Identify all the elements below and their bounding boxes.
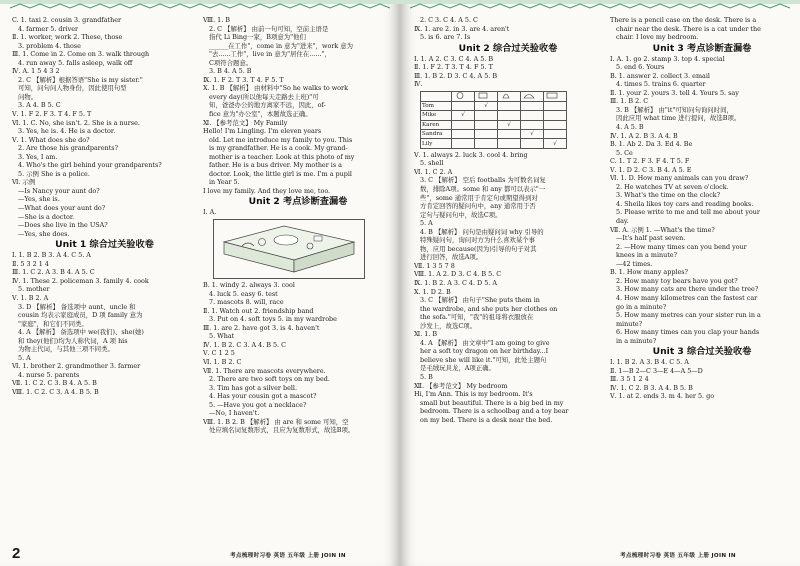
answer-line: the sofa."可知，"我"的祖母将衣服放在 xyxy=(420,313,534,322)
answer-line: ______在工作"，come in 意为"进来"，work 意为 xyxy=(209,41,354,50)
answer-line: C. 1. T 2. F 3. F 4. T 5. F xyxy=(610,157,690,166)
answer-line: bedroom. There is a schoolbag and a toy bear xyxy=(420,407,569,416)
answer-line: 5. B xyxy=(420,373,433,381)
answer-line: her a soft toy dragon on her birthday...I xyxy=(420,347,549,356)
answer-line: 4. farmer 5. driver xyxy=(18,24,79,33)
answer-line: Ⅺ. 1. B xyxy=(414,330,438,339)
answer-line: Ⅱ. 1—B 2—C 3—E 4—A 5—D xyxy=(610,366,703,375)
page-number: 2 xyxy=(12,545,21,562)
answer-line: 数，排除A项。some 和 any 都可以表示"一 xyxy=(420,184,546,193)
answer-line: 3. B 4. A 5. B xyxy=(209,67,252,76)
answer-line: 4. times 5. trains 6. quarter xyxy=(616,80,706,89)
ball-icon xyxy=(453,92,467,99)
answer-line: 2. C 【解析】 由前一句可知，空前主语是 xyxy=(209,24,329,33)
answer-line: day. xyxy=(616,217,629,226)
answer-line: Ⅱ. 1. worker, work 2. These, those xyxy=(12,33,123,42)
answer-line: 5. Please write to me and tell me about your xyxy=(616,208,760,217)
answer-line: 4. A 【解析】 由文章中"I am going to give xyxy=(420,338,550,347)
answer-line: —It's half past seven. xyxy=(616,234,686,243)
answer-line: is my grandfather. He is a cook. My grand- xyxy=(209,144,348,153)
answer-line: Ⅱ. 1. your 2. yours 3. tell 4. Yours 5. say xyxy=(610,88,739,97)
answer-line: 5. shell xyxy=(420,159,444,168)
right-page xyxy=(400,0,800,566)
answer-line: Ⅳ. 1. C 2. B 3. A 4. B 5. B xyxy=(610,383,693,392)
answer-line: Ⅳ. A. 1 5 4 3 2 xyxy=(12,67,60,76)
answer-line: 3. Yes, I am. xyxy=(18,152,58,161)
answer-line: chair. I love my bedroom. xyxy=(616,33,699,42)
unit3-review-title: Unit 3 综合过关验收卷 xyxy=(652,346,752,358)
book-icon xyxy=(545,92,559,99)
answer-line: 4. A 【解析】 备选项中 we(我们)、she(她) xyxy=(18,328,144,337)
answer-line: 4. Who's the girl behind your grandparents? xyxy=(18,161,162,170)
answer-line: 2. Are those his grandparents? xyxy=(18,144,118,153)
answer-line: go in a minute? xyxy=(616,302,667,311)
answer-line: B. 1. answer 2. collect 3. email xyxy=(610,71,710,80)
answer-line: 些"，some 通常用于肯定句或期望得到对 xyxy=(420,193,538,202)
answer-line: Ⅰ. 1. B 2. A 3. B 4. C 5. A xyxy=(610,358,689,367)
unit2-diagnostic-title: Unit 2 考点诊断查漏卷 xyxy=(248,196,348,208)
answer-line: 指代 Li Bing一家，B项意为"他们 xyxy=(209,33,306,42)
answer-line: I love my family. And they love me, too. xyxy=(203,186,331,195)
answer-line: 3. A 4. B 5. C xyxy=(18,101,61,110)
left-column-2 xyxy=(203,16,393,540)
answer-line: Ⅹ. 1. D 2. B xyxy=(414,287,451,296)
answer-line: 2. He watches TV at seven o'clock. xyxy=(616,182,729,191)
answer-line: There is a pencil case on the desk. There is a xyxy=(610,16,757,24)
answer-line: 物，应用 because(因为)引导的句子对其 xyxy=(420,244,537,253)
check-mark: √ xyxy=(452,111,475,120)
answer-line: Ⅸ. 1. are 2. in 3. are 4. aren't xyxy=(414,24,510,33)
answer-line: Ⅱ. 1. F 2. T 3. T 4. F 5. T xyxy=(414,63,493,72)
table-cell-name: Lily xyxy=(421,139,452,148)
answer-line: 3. What's the time on the clock? xyxy=(616,191,721,200)
answer-line: on my bed. There is a desk near the bed. xyxy=(420,415,553,424)
answer-line: Ⅷ. 1. B xyxy=(203,16,230,24)
answer-line: 沙发上，故选C项。 xyxy=(420,321,477,330)
answer-line: Ⅴ. C 1 2 5 xyxy=(203,349,235,358)
hobby-table xyxy=(420,91,567,149)
answer-line: C. 1. taxi 2. cousin 3. grandfather xyxy=(12,16,122,24)
left-column-1 xyxy=(12,16,197,540)
answer-line: Ⅵ. 1. C 2. A xyxy=(414,167,453,176)
answer-line: mother is a teacher. Look at this photo of my xyxy=(209,152,355,161)
answer-line: Ⅶ. 1 3 5 7 8 xyxy=(414,261,455,270)
answer-line: Ⅵ. 1. C. No, she isn't. 2. She is a nurse. xyxy=(12,118,140,127)
answer-line: Ⅳ. 1. B 2. C 3. A 4. B 5. C xyxy=(203,340,287,349)
answer-line: 3. problem 4. those xyxy=(18,41,81,50)
answer-line: 4. luck 5. easy 6. test xyxy=(209,289,278,298)
answer-line: "家庭"，和它们不同类。 xyxy=(18,319,88,328)
answer-line: 4. Has your cousin got a mascot? xyxy=(209,392,317,401)
answer-line: fice 意为"办公室"，本题故选正确。 xyxy=(209,110,312,119)
answer-line: 进行回答，故选A项。 xyxy=(420,253,483,262)
answer-line: Ⅶ. 1. There are mascots everywhere. xyxy=(203,366,326,375)
unit3-diagnostic-title: Unit 3 考点诊断查漏卷 xyxy=(652,42,752,54)
top-border-decoration xyxy=(0,0,400,16)
answer-line: Ⅲ. 1. C 2. A 3. B 4. A 5. C xyxy=(12,268,95,277)
answer-line: —She is a doctor. xyxy=(18,212,75,221)
answer-line: Ⅹ. 1. B 【解析】 由材料中"So he walks to work xyxy=(203,84,348,93)
toy-icon xyxy=(476,92,490,99)
answer-line: old. Let me introduce my family to you. This xyxy=(209,135,353,144)
answer-line: believe she will like it."可知，此处主题句 xyxy=(420,355,547,364)
check-mark: √ xyxy=(498,120,521,129)
answer-line: Ⅴ. 1. at 2. ends 3. m 4. her 5. go xyxy=(610,392,715,401)
answer-line: —Yes, she does. xyxy=(18,229,70,238)
answer-line: —No, I haven't. xyxy=(209,409,260,418)
answer-line: 3. Put on 4. soft toys 5. in my wardrobe xyxy=(209,315,337,324)
top-border-decoration xyxy=(400,0,800,16)
answer-line: 3. D 【解析】 备选项中 aunt、uncle 和 xyxy=(18,302,136,311)
answer-line: Ⅴ. 1. What does she do? xyxy=(12,135,90,144)
answer-line: Ⅶ. 1. C 2. C 3. B 4. A 5. B xyxy=(12,379,97,388)
answer-line: 5. end 6. Yours xyxy=(616,63,665,72)
answer-line: Ⅲ. 1. are 2. have got 3. is 4. haven't xyxy=(203,323,320,332)
answer-line: the wardrobe, and she puts her clothes on xyxy=(420,304,558,313)
answer-line: Ⅰ. A. 1. go 2. stamp 3. top 4. special xyxy=(610,54,725,63)
answer-line: Ⅲ. 1. B 2. D 3. C 4. A 5. B xyxy=(414,71,498,80)
answer-line: 4. Sheila likes toy cars and reading books. xyxy=(616,199,754,208)
answer-line: 5. What xyxy=(209,332,235,341)
unit2-review-title: Unit 2 综合过关验收卷 xyxy=(458,42,558,54)
answer-line: 5. mother xyxy=(18,285,50,294)
answer-line: knees in a minute? xyxy=(616,251,678,260)
table-row xyxy=(421,101,567,110)
answer-line: 5. A xyxy=(18,353,31,362)
answer-line: in Year 5. xyxy=(209,178,240,187)
answer-line: 3. Yes, he is. 4. He is a doctor. xyxy=(18,127,116,136)
bell-icon xyxy=(499,92,513,99)
answer-line: Hi, I'm Ann. This is my bedroom. It's xyxy=(414,390,533,399)
figure-label: Ⅰ. A. xyxy=(203,208,217,217)
answer-line: Ⅷ. 1. A 2. D 3. C 4. B 5. C xyxy=(414,270,502,279)
answer-line: Ⅷ. 1. C 2. C 3. A 4. B 5. B xyxy=(12,387,99,396)
table-row xyxy=(421,91,567,101)
answer-line: 为物主代词，与其他三项不同类。 xyxy=(18,345,114,354)
answer-line: Ⅵ. 1. brother 2. grandmother 3. farmer xyxy=(12,362,141,371)
answer-line: every day(所以他每天走路去上班)"可 xyxy=(209,92,319,101)
answer-line: Ⅲ. 3 5 1 2 4 xyxy=(610,375,649,384)
answer-line: 7. mascots 8. will, race xyxy=(209,298,284,307)
answer-line: 4. nurse 5. parents xyxy=(18,370,80,379)
answer-line: 2. C 3. C 4. A 5. C xyxy=(420,16,478,24)
check-mark: √ xyxy=(544,139,567,148)
answer-line: Ⅺ. 【参考范文】 My Family xyxy=(203,118,288,127)
answer-line: 2. C 【解析】根据答语"She is my sister." xyxy=(18,75,143,84)
answer-line: —Is Nancy your aunt do? xyxy=(18,186,100,195)
bedroom-illustration xyxy=(213,219,365,279)
right-footer xyxy=(400,544,800,566)
right-column-2 xyxy=(610,16,794,540)
answer-line: 2. There are two soft toys on my bed. xyxy=(209,375,330,384)
left-footer-text: 考点梳理时习卷 英语 五年级 上册 JOIN IN xyxy=(230,553,346,559)
answer-line: 问物。 xyxy=(18,92,38,101)
answer-line: 5. A xyxy=(420,219,433,228)
answer-line: —42 times. xyxy=(616,259,653,268)
answer-line: Ⅲ. 1. Come in 2. Come on 3. walk through xyxy=(12,50,150,59)
answer-line: 5. How many metres can your sister run in a xyxy=(616,311,761,320)
answer-line: Ⅻ. 【参考范文】 My bedroom xyxy=(414,381,508,390)
answer-line: father. He is a bus driver. My mother is a xyxy=(209,161,342,170)
answer-line: 2. —How many times can you bend your xyxy=(616,242,747,251)
answer-line: 因此应用 what time 进行提问，故选B项。 xyxy=(616,114,741,123)
answer-line: Ⅸ. 1. F 2. T 3. T 4. F 5. T xyxy=(203,75,284,84)
answer-line: B. 1. windy 2. always 3. cool xyxy=(203,281,295,290)
answer-line: 5. Ce xyxy=(616,148,633,157)
answer-line: Ⅱ. 1. Watch out 2. friendship band xyxy=(203,306,314,315)
answer-line: 4. run away 5. falls asleep, walk off xyxy=(18,58,133,67)
table-cell-name: Sandra xyxy=(421,130,452,139)
check-mark: √ xyxy=(475,101,498,110)
answer-line: —Does she live in the USA? xyxy=(18,221,108,230)
left-footer xyxy=(0,544,400,566)
answer-line: 3. B 【解析】 由"it"可知问句询问时间， xyxy=(616,105,733,114)
answer-line: 4. A 5. B xyxy=(616,123,644,132)
answer-line: Ⅴ. 1. always 2. luck 3. cool 4. bring xyxy=(414,150,528,159)
table-row xyxy=(421,130,567,139)
answer-line: Ⅵ. 示例 xyxy=(12,178,36,187)
right-footer-text: 考点梳理时习卷 英语 五年级 上册 JOIN IN xyxy=(620,553,736,559)
answer-line: 4. How many kilometres can the fastest car xyxy=(616,293,758,302)
answer-line: Ⅱ. 5 3 2 1 4 xyxy=(12,259,49,268)
answer-line: Ⅳ. 1. These 2. policeman 3. family 4. cook xyxy=(12,276,149,285)
answer-line: 知，爸爸办公的地方离家不远，因此，of- xyxy=(209,101,326,110)
answer-line: Ⅶ. A. 示例 1. —What's the time? xyxy=(610,225,715,234)
answer-line: Ⅷ. 1. B 2. B 【解析】 由 are 和 some 可知，空 xyxy=(203,417,349,426)
answer-line: Ⅴ. 1. D 2. C 3. B 4. A 5. E xyxy=(610,165,692,174)
answer-line: —What does your aunt do? xyxy=(18,204,106,213)
answer-line: Hello! I'm Lingling. I'm eleven years xyxy=(203,127,322,136)
answer-line: —Yes, she is. xyxy=(18,195,60,204)
activity-table xyxy=(420,91,588,149)
answer-line: 2. How many toy bears have you got? xyxy=(616,276,738,285)
bed-illustration xyxy=(214,220,364,278)
answer-line: 6. How many times can you clap your hands xyxy=(616,328,760,337)
answer-line: 4. B 【解析】 问句是由疑问词 why 引导的 xyxy=(420,227,544,236)
answer-line: B. 1. Ab 2. Da 3. Ed 4. Be xyxy=(610,140,693,149)
table-row xyxy=(421,139,567,148)
table-row xyxy=(421,111,567,120)
answer-line: chair near the desk. There is a cat under the xyxy=(616,24,761,33)
answer-line: "去......工作"，live in 意为"居住在......"， xyxy=(209,50,331,59)
answer-line: B. 1. How many apples? xyxy=(610,268,688,277)
answer-line: 5. —Have you got a necklace? xyxy=(209,400,307,409)
answer-line: doctor. Look, the little girl is me. I'm a pupil xyxy=(209,169,352,178)
answer-line: Ⅰ. 1. B 2. B 3. A 4. C 5. A xyxy=(12,251,91,260)
answer-line: Ⅳ. 1. A 2. B 3. A 4. B xyxy=(610,131,678,140)
answer-line: C项符合题意。 xyxy=(209,58,253,67)
answer-line: Ⅵ. 1. D. How many animals can you draw? xyxy=(610,174,749,183)
answer-line: Ⅰ. 1. A 2. C 3. C 4. A 5. B xyxy=(414,54,494,63)
answer-line: minute? xyxy=(616,319,643,328)
answer-line: 3. C 【解析】 由句子"She puts them in xyxy=(420,296,540,305)
answer-line: Ⅵ. 1. B 2. C xyxy=(203,357,242,366)
answer-line: Ⅴ. 1. B 2. A xyxy=(12,293,49,302)
answer-line: 处应填名词复数形式，且应为复数形式，故选B项。 xyxy=(209,426,355,435)
answer-line: 方肯定回答的疑问句中，any 通常用于否 xyxy=(420,202,536,211)
answer-line: Ⅸ. 1. B 2. A 3. C 4. D 5. A xyxy=(414,278,497,287)
shell-icon xyxy=(522,92,536,99)
answer-line: Ⅲ. 1. B 2. C xyxy=(610,97,649,106)
table-cell-name: Mike xyxy=(421,111,452,120)
table-cell-name: Karen xyxy=(421,120,452,129)
answer-line: 定句与疑问句中，故选C项。 xyxy=(420,210,502,219)
answer-line: 3. Tim has got a silver bell. xyxy=(209,383,297,392)
answer-line: 5. 示例 She is a police. xyxy=(18,169,90,178)
check-mark: √ xyxy=(521,130,544,139)
answer-line: 可知，问句问人物身份，因此使用句型 xyxy=(18,84,127,93)
answer-line: Unit 1 综合过关验收卷 xyxy=(55,239,154,251)
answer-line: 3. How many cats are there under the tree? xyxy=(616,285,759,294)
table-row xyxy=(421,120,567,129)
answer-line: 是毛绒玩具龙，A项正确。 xyxy=(420,364,495,373)
answer-line: small but beautiful. There is a big bed in my xyxy=(420,398,564,407)
answer-line: Ⅳ. xyxy=(414,80,423,89)
answer-line: cousin 均表示家庭成员，D 项 family 意为 xyxy=(18,311,143,320)
right-column-1 xyxy=(414,16,602,540)
answer-line: in a minute? xyxy=(616,336,657,345)
answer-line: 5. is 6. are 7. Is xyxy=(420,33,471,42)
answer-line: 特殊疑问句，询问对方为什么喜欢某个事 xyxy=(420,236,536,245)
table-cell-name: Tom xyxy=(421,101,452,110)
answer-line: 3. C 【解析】 空后 footballs 为可数名词复 xyxy=(420,176,546,185)
answer-line: Ⅴ. 1. F 2. F 3. T 4. F 5. T xyxy=(12,110,92,119)
answer-line: 和 they(他们)均为人称代词，A 项 his xyxy=(18,336,128,345)
